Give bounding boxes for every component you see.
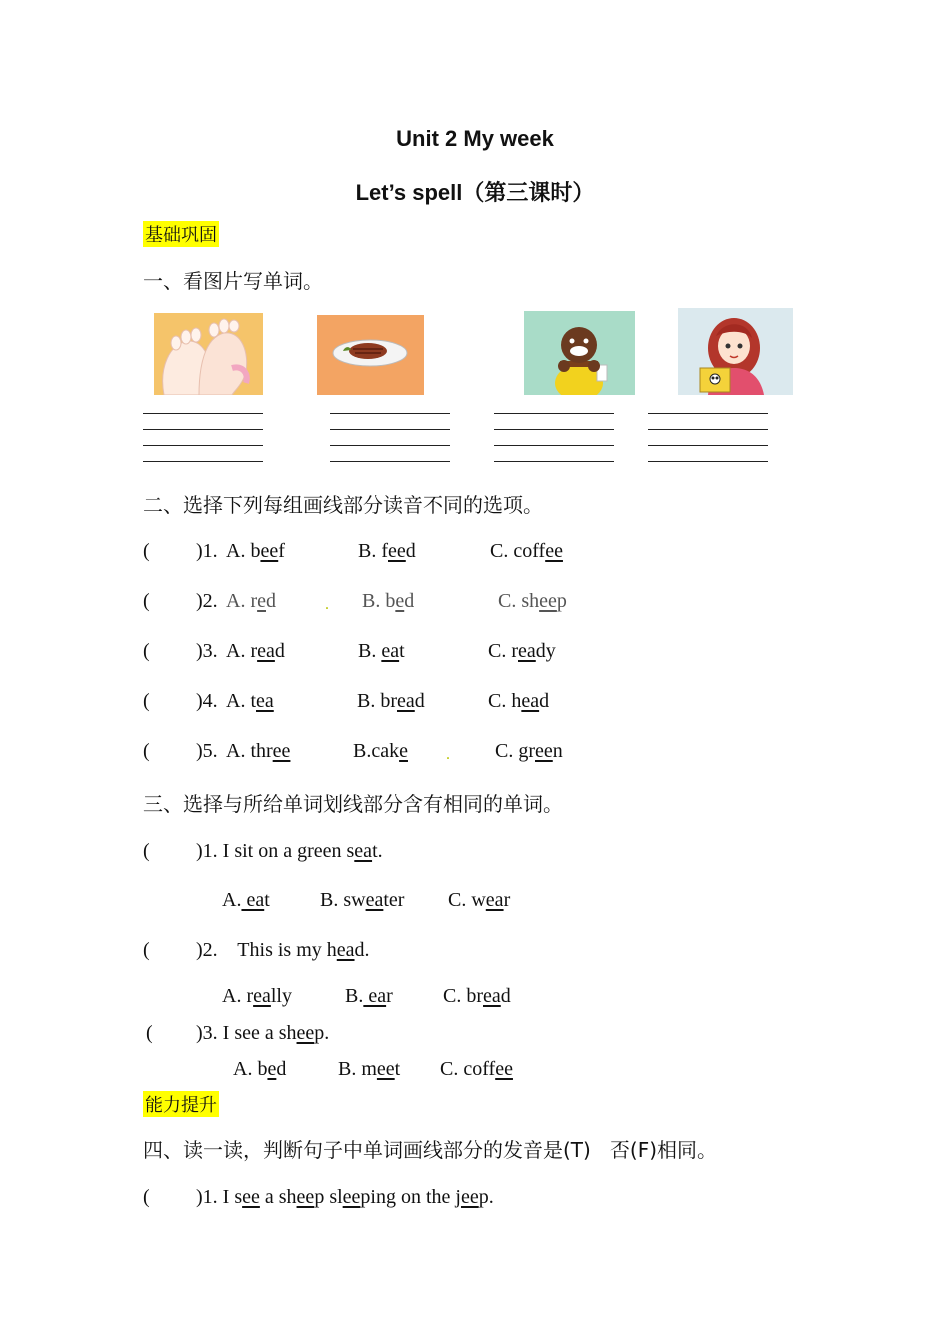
writing-line[interactable] (494, 445, 614, 446)
option-a[interactable]: A. eat (222, 889, 270, 911)
eating-boy-picture (524, 311, 635, 395)
writing-line[interactable] (143, 413, 263, 414)
option-c[interactable]: C. bread (443, 985, 511, 1007)
section2-heading: 二、选择下列每组画线部分读音不同的选项。 (143, 493, 543, 517)
option-a[interactable]: A. three (226, 740, 291, 762)
question-stem: )1. I sit on a green seat. (196, 840, 383, 862)
option-c[interactable]: C. wear (448, 889, 511, 911)
writing-line[interactable] (143, 445, 263, 446)
feet-picture (154, 313, 263, 395)
option-b[interactable]: B. ear (345, 985, 393, 1007)
writing-line[interactable] (494, 413, 614, 414)
marker-dot: . (325, 596, 329, 613)
option-c[interactable]: C. head (488, 690, 550, 712)
option-a[interactable]: A. really (222, 985, 292, 1007)
option-a[interactable]: A. red (226, 590, 276, 612)
option-b[interactable]: B. eat (358, 640, 405, 662)
option-b[interactable]: B. sweater (320, 889, 405, 911)
page-subtitle: Let’s spell（第三课时） (355, 180, 595, 205)
writing-line[interactable] (648, 461, 768, 462)
answer-paren[interactable]: ( (143, 540, 150, 562)
option-b[interactable]: B.cake (353, 740, 408, 762)
page-title: Unit 2 My week (396, 126, 554, 151)
answer-paren[interactable]: ( (143, 1186, 150, 1208)
question-number: )5. (196, 740, 218, 762)
option-a[interactable]: A. tea (226, 690, 274, 712)
tag-advanced: 能力提升 (143, 1091, 219, 1117)
answer-paren[interactable]: ( (143, 590, 150, 612)
writing-line[interactable] (330, 445, 450, 446)
answer-paren[interactable]: ( (143, 939, 150, 961)
answer-paren[interactable]: ( (143, 740, 150, 762)
marker-dot: . (446, 746, 450, 763)
answer-paren[interactable]: ( (143, 840, 150, 862)
option-c[interactable]: C. ready (488, 640, 556, 662)
reading-girl-picture (678, 308, 793, 395)
question-number: )1. (196, 540, 218, 562)
writing-line[interactable] (648, 429, 768, 430)
writing-line[interactable] (143, 461, 263, 462)
writing-line[interactable] (494, 461, 614, 462)
writing-line[interactable] (494, 429, 614, 430)
meat-picture (317, 315, 424, 395)
question-stem: )1. I see a sheep sleeping on the jeep. (196, 1186, 494, 1208)
option-c[interactable]: C. coffee (440, 1058, 513, 1080)
section3-heading: 三、选择与所给单词划线部分含有相同的单词。 (143, 792, 563, 816)
answer-paren[interactable]: ( (143, 690, 150, 712)
writing-line[interactable] (648, 445, 768, 446)
question-number: )2. (196, 590, 218, 612)
option-a[interactable]: A. beef (226, 540, 285, 562)
tag-basic: 基础巩固 (143, 221, 219, 247)
option-b[interactable]: B. bed (362, 590, 415, 612)
option-b[interactable]: B. feed (358, 540, 416, 562)
question-stem: )2. This is my head. (196, 939, 370, 961)
answer-paren[interactable]: ( (143, 640, 150, 662)
writing-line[interactable] (143, 429, 263, 430)
answer-paren[interactable]: ( (146, 1022, 153, 1044)
section4-heading: 四、读一读，判断句子中单词画线部分的发音是(T) 否(F)相同。 (143, 1138, 718, 1162)
question-stem: )3. I see a sheep. (196, 1022, 330, 1044)
option-a[interactable]: A. bed (233, 1058, 287, 1080)
option-b[interactable]: B. bread (357, 690, 425, 712)
option-a[interactable]: A. read (226, 640, 285, 662)
question-number: )4. (196, 690, 218, 712)
writing-line[interactable] (330, 429, 450, 430)
writing-line[interactable] (648, 413, 768, 414)
writing-line[interactable] (330, 461, 450, 462)
option-c[interactable]: C. coffee (490, 540, 563, 562)
option-c[interactable]: C. green (495, 740, 563, 762)
option-c[interactable]: C. sheep (498, 590, 567, 612)
writing-line[interactable] (330, 413, 450, 414)
question-number: )3. (196, 640, 218, 662)
section1-heading: 一、看图片写单词。 (143, 269, 323, 293)
option-b[interactable]: B. meet (338, 1058, 401, 1080)
